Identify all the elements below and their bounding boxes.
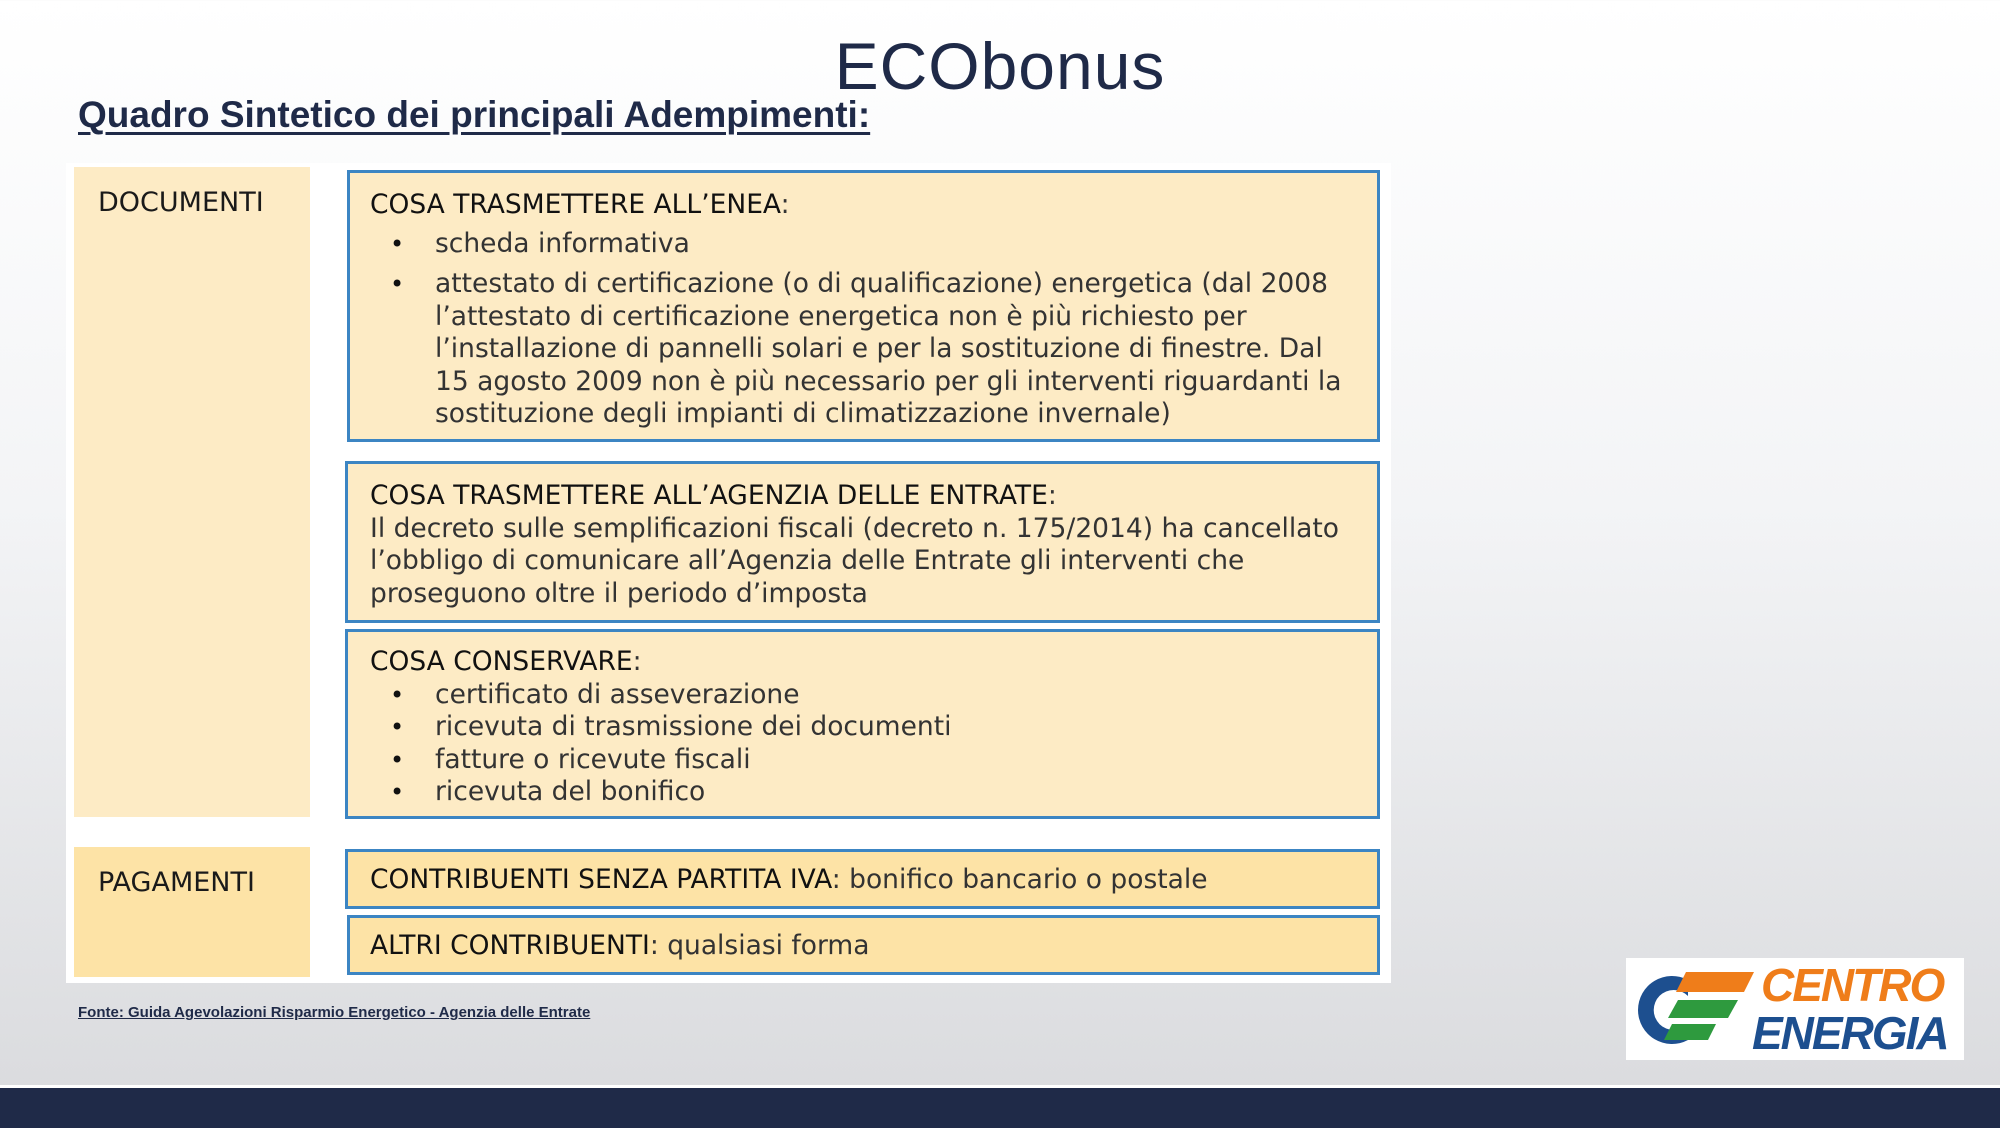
senza-iva-colon: : [831, 864, 850, 895]
logo-line2: ENERGIA [1752, 1007, 1948, 1059]
list-item: • attestato di certificazione (o di qualificazione) energetica (dal 2008 l’attestato di certificazione energetica non è più richiesto per l’installazione di pannelli solari e per la sostituzione di finestre. Dal 15 agosto 2009 non è più necessario per gli interventi riguardanti la sostituzione degli impianti di climatizzazione invernale) [370, 268, 1357, 431]
list-item: • ricevuta del bonifico [370, 776, 1355, 809]
enea-list [370, 228, 1357, 431]
altri-contribuenti-box [347, 915, 1380, 975]
source-note: Fonte: Guida Agevolazioni Risparmio Energetico - Agenzia delle Entrate [78, 1004, 591, 1021]
agenzia-text: Il decreto sulle semplificazioni fiscali (decreto n. 175/2014) ha cancellato l’obbligo di comunicare all’Agenzia delle Entrate gli interventi che proseguono oltre il periodo d’imposta [370, 512, 1340, 609]
list-item: • ricevuta di trasmissione dei documenti [370, 711, 1355, 744]
pagamenti-category [74, 847, 310, 977]
conservare-box [345, 629, 1380, 819]
pagamenti-label: PAGAMENTI [98, 867, 255, 898]
logo-line1: CENTRO [1761, 959, 1944, 1011]
senza-iva-heading: CONTRIBUENTI SENZA PARTITA IVA [370, 864, 832, 895]
footer-bar [0, 1085, 2000, 1128]
altri-text: qualsiasi forma [667, 930, 870, 961]
conservare-heading: COSA CONSERVARE [370, 646, 633, 677]
enea-colon: : [780, 189, 790, 220]
conservare-colon: : [632, 646, 642, 677]
senza-partita-iva-box [345, 849, 1380, 909]
list-item: • certificato di asseverazione [370, 679, 1355, 712]
agenzia-colon: : [1047, 480, 1057, 511]
documenti-category [74, 167, 310, 817]
documenti-label: DOCUMENTI [98, 187, 264, 218]
summary-table [66, 163, 1391, 983]
slide-subtitle: Quadro Sintetico dei principali Adempimenti: [78, 94, 871, 135]
enea-box [347, 170, 1380, 442]
logo-mark-icon [1626, 958, 1756, 1060]
altri-colon: : [649, 930, 668, 961]
altri-heading: ALTRI CONTRIBUENTI [370, 930, 650, 961]
enea-heading: COSA TRASMETTERE ALL’ENEA [370, 189, 781, 220]
agenzia-entrate-box [345, 461, 1380, 623]
slide-title: ECObonus [834, 29, 1166, 103]
list-item: • scheda informativa [370, 228, 1357, 261]
centro-energia-logo [1626, 958, 1964, 1060]
senza-iva-text: bonifico bancario o postale [849, 864, 1208, 895]
list-item: • fatture o ricevute fiscali [370, 744, 1355, 777]
agenzia-heading: COSA TRASMETTERE ALL’AGENZIA DELLE ENTRATE [370, 480, 1048, 511]
conservare-list [370, 679, 1355, 809]
